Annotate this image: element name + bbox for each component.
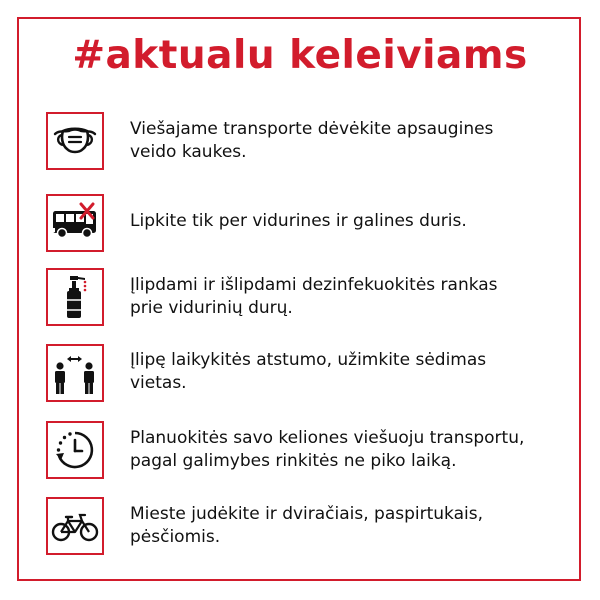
list-item xyxy=(46,268,566,330)
text-line: Viešajame transporte dėvėkite apsaugines xyxy=(130,119,494,139)
item-text xyxy=(130,118,580,164)
text-line: pagal galimybes rinkitės ne piko laiką. xyxy=(130,451,457,471)
icon-box xyxy=(46,112,104,170)
bus-crossed-door-icon xyxy=(51,199,99,247)
text-line: prie vidurinių durų. xyxy=(130,298,293,318)
icon-box xyxy=(46,497,104,555)
item-text xyxy=(130,210,580,233)
poster-title: #aktualu keleiviams xyxy=(72,33,528,78)
face-mask-icon xyxy=(51,117,99,165)
text-line: Įlipdami ir išlipdami dezinfekuokitės rankas xyxy=(130,275,498,295)
icon-box xyxy=(46,421,104,479)
item-text xyxy=(130,503,580,549)
clock-icon xyxy=(51,426,99,474)
icon-box xyxy=(46,344,104,402)
text-line: Lipkite tik per vidurines ir galines duris. xyxy=(130,211,467,231)
list-item xyxy=(46,497,566,559)
social-distance-icon xyxy=(51,349,99,397)
hand-sanitizer-icon xyxy=(51,273,99,321)
text-line: Įlipę laikykitės atstumo, užimkite sėdimas xyxy=(130,350,487,370)
text-line: veido kaukes. xyxy=(130,142,247,162)
text-line: Planuokitės savo keliones viešuoju transportu, xyxy=(130,428,525,448)
list-item xyxy=(46,421,566,483)
text-line: Mieste judėkite ir dviračiais, paspirtukais, xyxy=(130,504,484,524)
text-line: pėsčiomis. xyxy=(130,527,221,547)
icon-box xyxy=(46,194,104,252)
icon-box xyxy=(46,268,104,326)
item-text xyxy=(130,427,580,473)
bicycle-icon xyxy=(51,502,99,550)
list-item xyxy=(46,344,566,406)
item-text xyxy=(130,274,580,320)
text-line: vietas. xyxy=(130,373,187,393)
item-text xyxy=(130,349,580,395)
list-item xyxy=(46,112,566,174)
list-item xyxy=(46,194,566,256)
